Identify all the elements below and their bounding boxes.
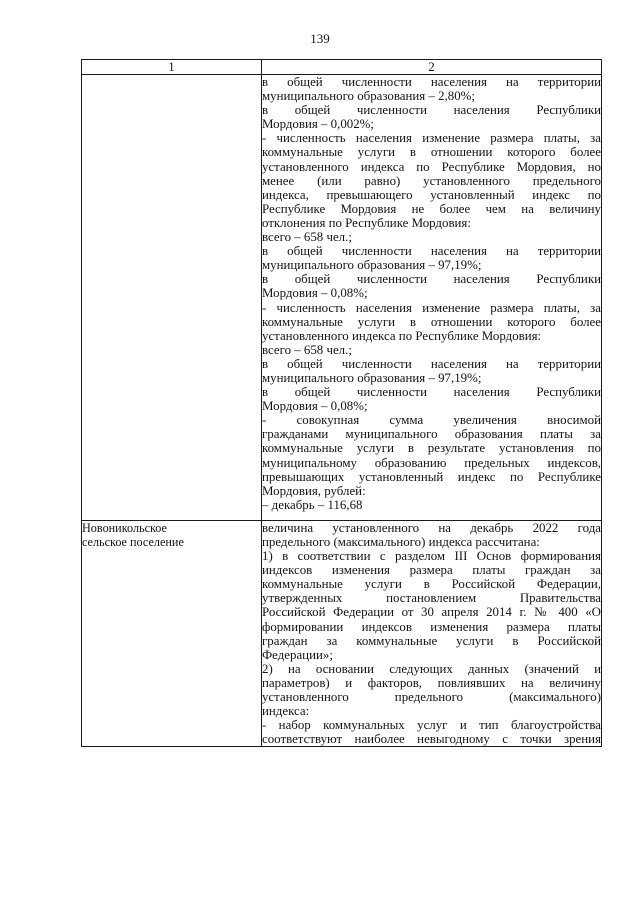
text-line: индексов изменения размера платы граждан за	[262, 563, 601, 578]
text-line: гражданами муниципального образования платы за	[262, 427, 601, 442]
text-line: в общей численности населения на территории	[262, 75, 601, 89]
indicators-cell	[262, 75, 602, 521]
text-line: Федерации»;	[262, 647, 333, 662]
municipality-name-line-2: сельское поселение	[82, 535, 184, 550]
text-line: Мордовия – 0,002%;	[262, 117, 374, 132]
text-line: коммунальные услуги в Российской Федерации,	[262, 577, 601, 592]
column-header-2: 2	[262, 60, 602, 75]
text-line: индекса:	[262, 704, 310, 719]
text-line: всего – 658 чел.;	[262, 230, 352, 245]
text-line: установленного индекса по Республике Мордовия, но	[262, 159, 601, 174]
document-table	[81, 59, 602, 747]
text-line: Республике Мордовия не более чем на величину	[262, 201, 601, 216]
text-line: соответствуют наиболее невыгодному с точки зрения	[262, 732, 601, 747]
text-line: в общей численности населения Республики	[262, 385, 601, 400]
text-line: муниципального образования – 97,19%;	[262, 258, 482, 273]
municipality-cell	[82, 75, 262, 521]
municipality-name-line-1: Новоникольское	[82, 520, 167, 535]
text-line: коммунальные услуги в отношении которого более	[262, 314, 601, 329]
text-line: в общей численности населения Республики	[262, 272, 601, 287]
text-line: Мордовия, рублей:	[262, 483, 366, 498]
page-number: 139	[310, 31, 330, 46]
indicators-text	[262, 75, 601, 512]
text-line: отклонения по Республике Мордовия:	[262, 215, 471, 230]
text-line: установленного предельного (максимального)	[262, 690, 601, 705]
text-line: - набор коммунальных услуг и тип благоустройства	[262, 718, 601, 733]
text-line: коммунальные услуги в результате установления по	[262, 441, 601, 456]
text-line: коммунальные услуги в отношении которого более	[262, 145, 601, 160]
indicators-cell	[262, 520, 602, 747]
text-line: утвержденных постановлением Правительства	[262, 591, 601, 606]
text-line: муниципальному образованию предельных индексов,	[262, 455, 601, 470]
text-line: 1) в соответствии с разделом III Основ формирования	[262, 549, 601, 564]
text-line: параметров) и факторов, повлиявших на величину	[262, 675, 601, 690]
text-line: Мордовия – 0,08%;	[262, 399, 368, 414]
text-line: – декабрь – 116,68	[262, 497, 363, 512]
text-line: установленного индекса по Республике Мордовия:	[262, 328, 542, 343]
text-line: в общей численности населения на территории	[262, 244, 601, 259]
text-line: - численность населения изменение размера платы, за	[262, 131, 601, 146]
text-line: предельного (максимального) индекса рассчитана:	[262, 535, 540, 549]
text-line: индекса, превышающего установленный индекс по	[262, 187, 601, 202]
text-line: в общей численности населения на территории	[262, 356, 601, 371]
text-line: 2) на основании следующих данных (значений и	[262, 661, 601, 676]
text-line: - численность населения изменение размера платы, за	[262, 300, 601, 315]
text-line: - совокупная сумма увеличения вносимой	[262, 413, 601, 428]
text-line: граждан за коммунальные услуги в Российской	[262, 633, 601, 648]
municipality-cell	[82, 520, 262, 747]
column-header-1: 1	[82, 60, 262, 75]
text-line: муниципального образования – 2,80%;	[262, 89, 475, 104]
text-line: муниципального образования – 97,19%;	[262, 370, 482, 385]
text-line: величина установленного на декабрь 2022 года	[262, 520, 601, 535]
text-line: формировании индексов изменения размера платы	[262, 619, 601, 634]
text-line: Мордовия – 0,08%;	[262, 286, 368, 301]
text-line: менее (или равно) установленного предельного	[262, 173, 601, 188]
text-line: всего – 658 чел.;	[262, 342, 352, 357]
indicators-text	[262, 521, 601, 747]
table-row	[82, 520, 602, 747]
table-header-row	[82, 60, 602, 75]
text-line: превышающих установленный индекс по Республике	[262, 469, 601, 484]
text-line: Российской Федерации от 30 апреля 2014 г. № 400 «О	[262, 605, 601, 620]
table-row	[82, 75, 602, 521]
text-line: в общей численности населения Республики	[262, 103, 601, 118]
